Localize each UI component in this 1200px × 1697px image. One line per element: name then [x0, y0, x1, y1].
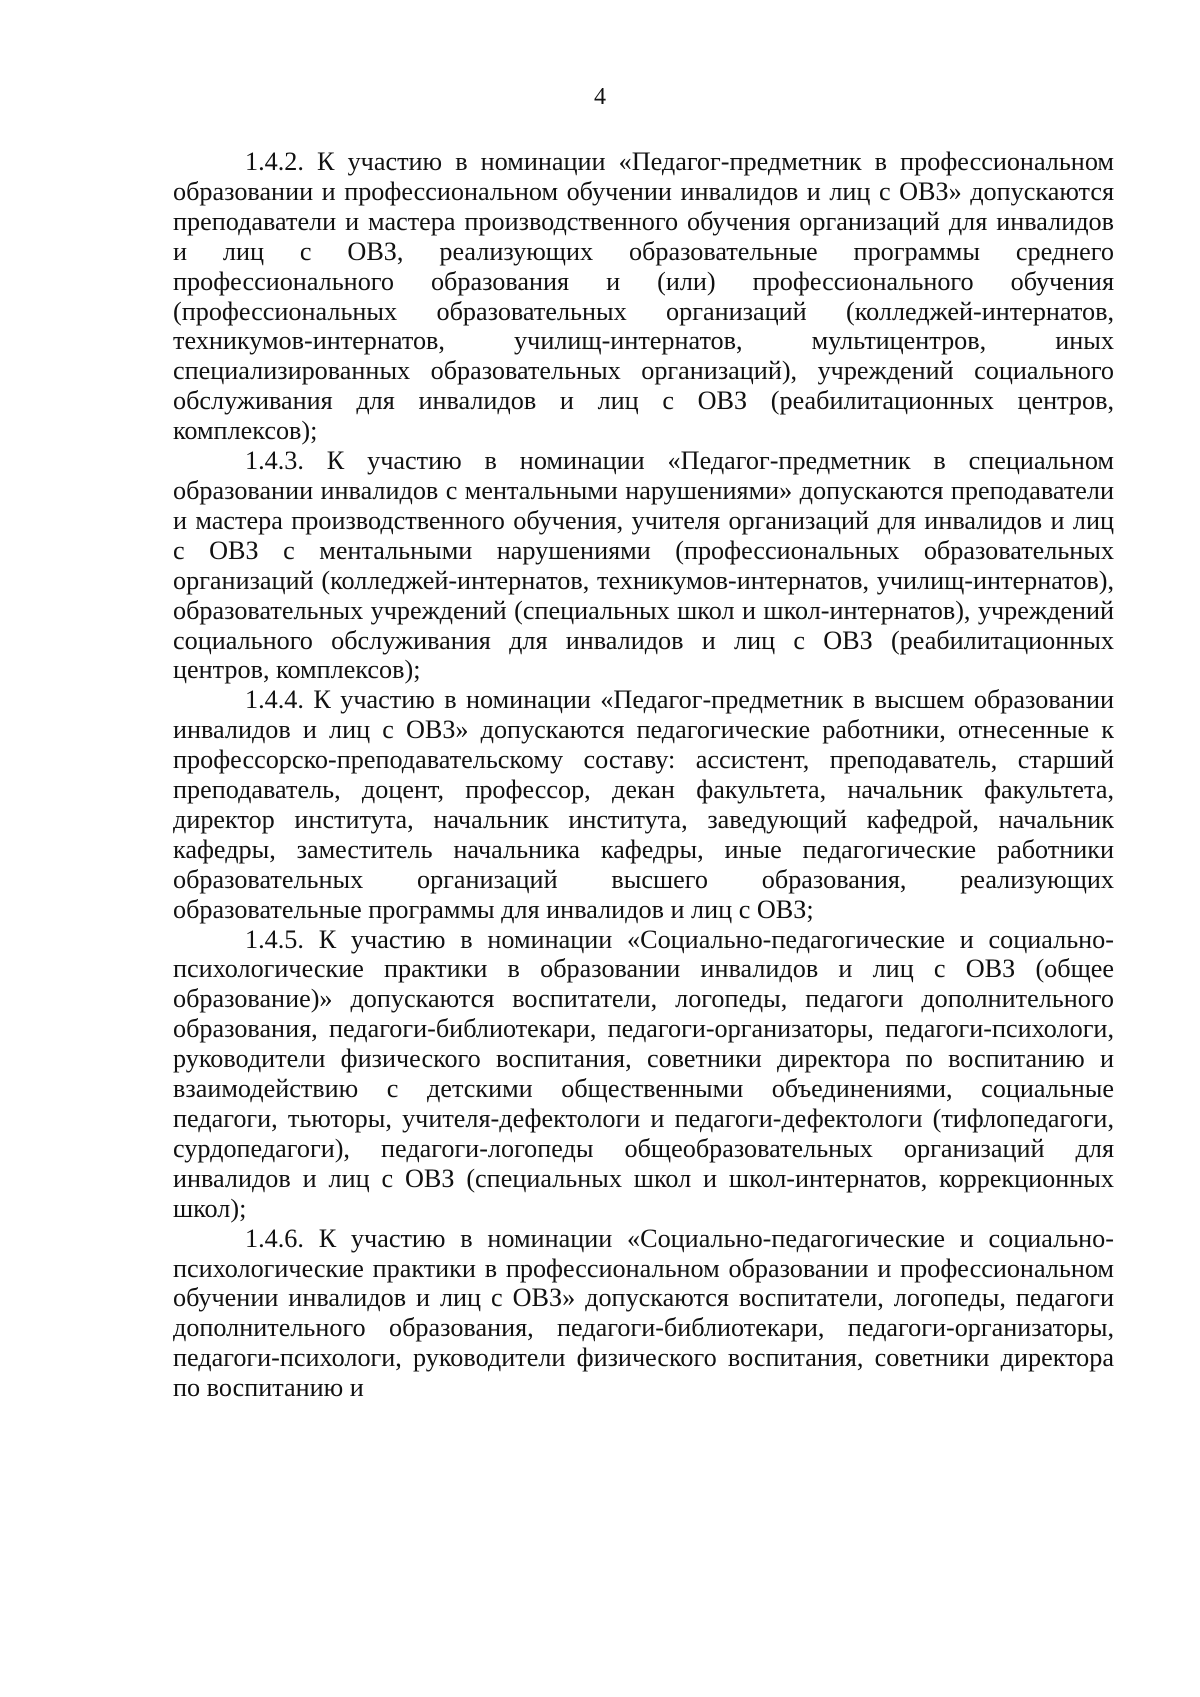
paragraph-1-4-2: 1.4.2. К участию в номинации «Педагог-предметник в профессиональном образовании и профессиональном обучении инвалидов и лиц с ОВЗ» допускаются преподаватели и мастера производственного обучения организаций для инвалидов и лиц с ОВЗ, реализующих образовательные программы среднего профессионального образования и (или) профессионального обучения (профессиональных образовательных организаций (колледжей-интернатов, техникумов-интернатов, училищ-интернатов, мультицентров, иных специализированных образовательных организаций), учреждений социального обслуживания для инвалидов и лиц с ОВЗ (реабилитационных центров, комплексов); [173, 147, 1114, 446]
paragraph-1-4-6: 1.4.6. К участию в номинации «Социально-педагогические и социально-психологические практики в профессиональном образовании и профессиональном обучении инвалидов и лиц с ОВЗ» допускаются воспитатели, логопеды, педагоги дополнительного образования, педагоги-библиотекари, педагоги-организаторы, педагоги-психологи, руководители физического воспитания, советники директора по воспитанию и [173, 1223, 1114, 1403]
paragraph-1-4-4: 1.4.4. К участию в номинации «Педагог-предметник в высшем образовании инвалидов и лиц с ОВЗ» допускаются педагогические работники, отнесенные к профессорско-преподавательскому составу: ассистент, преподаватель, старший преподаватель, доцент, профессор, декан факультета, начальник факультета, директор института, начальник института, заведующий кафедрой, начальник кафедры, заместитель начальника кафедры, иные педагогические работники образовательных организаций высшего образования, реализующих образовательные программы для инвалидов и лиц с ОВЗ; [173, 685, 1114, 924]
page-number: 4 [594, 84, 606, 110]
document-body [173, 147, 1114, 1403]
paragraph-1-4-3: 1.4.3. К участию в номинации «Педагог-предметник в специальном образовании инвалидов с ментальными нарушениями» допускаются преподаватели и мастера производственного обучения, учителя организаций для инвалидов и лиц с ОВЗ с ментальными нарушениями (профессиональных образовательных организаций (колледжей-интернатов, техникумов-интернатов, училищ-интернатов), образовательных учреждений (специальных школ и школ-интернатов), учреждений социального обслуживания для инвалидов и лиц с ОВЗ (реабилитационных центров, комплексов); [173, 446, 1114, 685]
paragraph-1-4-5: 1.4.5. К участию в номинации «Социально-педагогические и социально-психологические практики в образовании инвалидов и лиц с ОВЗ (общее образование)» допускаются воспитатели, логопеды, педагоги дополнительного образования, педагоги-библиотекари, педагоги-организаторы, педагоги-психологи, руководители физического воспитания, советники директора по воспитанию и взаимодействию с детскими общественными объединениями, социальные педагоги, тьюторы, учителя-дефектологи и педагоги-дефектологи (тифлопедагоги, сурдопедагоги), педагоги-логопеды общеобразовательных организаций для инвалидов и лиц с ОВЗ (специальных школ и школ-интернатов, коррекционных школ); [173, 924, 1114, 1223]
